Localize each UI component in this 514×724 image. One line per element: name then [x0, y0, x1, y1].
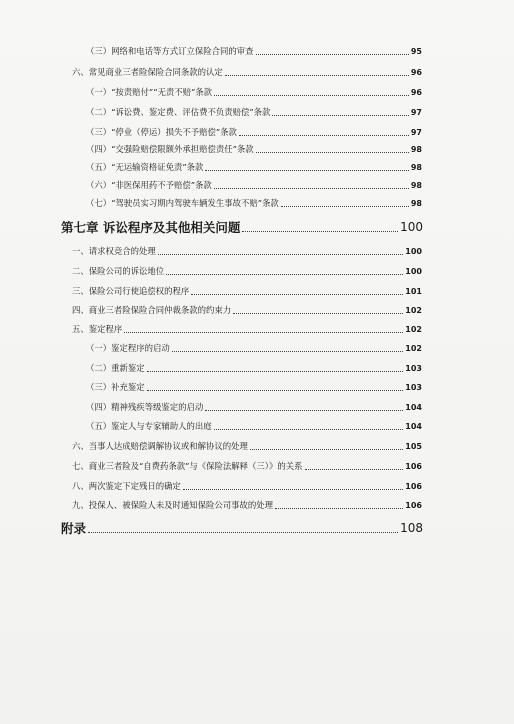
- toc-entry-page: 103: [405, 364, 422, 373]
- toc-leader-dots: [242, 231, 398, 232]
- toc-leader-dots: [225, 75, 409, 76]
- toc-entry-title: （一）“按责赔付”“无责不赔”条款: [86, 87, 213, 97]
- toc-entry[interactable]: [86, 144, 422, 155]
- toc-leader-dots: [256, 54, 409, 55]
- toc-entry-title: （七）“驾驶员实习期内驾驶车辆发生事故不赔”条款: [86, 198, 279, 208]
- toc-leader-dots: [147, 371, 404, 372]
- toc-leader-dots: [88, 532, 398, 533]
- toc-chapter-title: 第七章 诉讼程序及其他相关问题: [61, 220, 241, 235]
- toc-entry-page: 105: [405, 442, 422, 451]
- toc-leader-dots: [305, 469, 404, 470]
- toc-entry[interactable]: [86, 343, 422, 354]
- toc-entry-title: 一、请求权竞合的处理: [72, 246, 156, 256]
- toc-leader-dots: [281, 206, 409, 207]
- toc-leader-dots: [205, 410, 403, 411]
- toc-entry[interactable]: [72, 266, 422, 277]
- toc-entry-title: （四）“交强险赔偿限额外承担赔偿责任”条款: [86, 144, 254, 154]
- toc-leader-dots: [275, 508, 403, 509]
- toc-entry-page: 100: [405, 247, 422, 256]
- toc-entry-title: 六、当事人达成赔偿调解协议或和解协议的处理: [72, 441, 248, 451]
- toc-entry[interactable]: [72, 305, 422, 316]
- toc-chapter-entry[interactable]: [61, 220, 423, 235]
- toc-entry-title: 九、投保人、被保险人未及时通知保险公司事故的处理: [72, 500, 273, 510]
- toc-entry[interactable]: [72, 481, 422, 492]
- toc-entry[interactable]: [72, 286, 422, 297]
- toc-entry-title: 八、两次鉴定下定残日的确定: [72, 481, 181, 491]
- toc-entry-title: （五）鉴定人与专家辅助人的出庭: [86, 421, 212, 431]
- toc-entry[interactable]: [86, 162, 422, 173]
- toc-entry-page: 98: [410, 199, 422, 208]
- toc-entry-title: 三、保险公司行使追偿权的程序: [72, 286, 190, 296]
- toc-leader-dots: [158, 254, 404, 255]
- toc-leader-dots: [191, 294, 403, 295]
- toc-entry-title: （一）鉴定程序的启动: [86, 343, 170, 353]
- toc-entry-page: 98: [410, 145, 422, 154]
- toc-leader-dots: [172, 351, 404, 352]
- toc-entry-page: 106: [405, 501, 422, 510]
- toc-chapter-entry[interactable]: [61, 521, 423, 536]
- toc-entry[interactable]: [72, 441, 422, 452]
- toc-leader-dots: [147, 390, 404, 391]
- toc-entry[interactable]: [86, 46, 422, 57]
- toc-entry-page: 103: [405, 383, 422, 392]
- toc-leader-dots: [214, 188, 409, 189]
- toc-entry-title: 七、商业三者险及“自费药条款”与《保险法解释（三）》的关系: [72, 461, 303, 471]
- toc-leader-dots: [272, 115, 408, 116]
- toc-entry[interactable]: [72, 324, 422, 335]
- toc-entry-page: 106: [405, 462, 422, 471]
- toc-entry-page: 104: [405, 422, 422, 431]
- toc-entry[interactable]: [86, 382, 422, 393]
- toc-entry[interactable]: [86, 107, 422, 118]
- toc-entry[interactable]: [86, 421, 422, 432]
- toc-entry-page: 102: [405, 306, 422, 315]
- toc-entry-title: 六、常见商业三者险保险合同条款的认定: [72, 67, 223, 77]
- toc-leader-dots: [250, 449, 403, 450]
- toc-entry[interactable]: [72, 461, 422, 472]
- toc-entry-title: （六）“非医保用药不予赔偿”条款: [86, 180, 212, 190]
- toc-entry-page: 100: [405, 267, 422, 276]
- toc-entry-title: （二）重新鉴定: [86, 363, 145, 373]
- toc-entry[interactable]: [86, 198, 422, 209]
- toc-entry[interactable]: [86, 180, 422, 191]
- toc-entry-title: 四、商业三者险保险合同仲裁条款的约束力: [72, 305, 232, 315]
- toc-entry-title: （三）网络和电话等方式订立保险合同的审查: [86, 46, 254, 56]
- toc-entry-page: 100: [400, 220, 423, 234]
- toc-leader-dots: [124, 332, 403, 333]
- toc-entry-page: 98: [410, 163, 422, 172]
- toc-entry[interactable]: [72, 246, 422, 257]
- toc-entry-page: 95: [410, 47, 422, 56]
- toc-leader-dots: [214, 429, 404, 430]
- toc-entry[interactable]: [86, 127, 422, 138]
- toc-entry-title: （四）精神残疾等级鉴定的启动: [86, 402, 204, 412]
- toc-entry-page: 96: [410, 68, 422, 77]
- toc-entry[interactable]: [72, 500, 422, 511]
- toc-entry-page: 102: [405, 325, 422, 334]
- toc-entry-page: 101: [405, 287, 422, 296]
- toc-entry-title: （三）“停业（停运）损失不予赔偿”条款: [86, 127, 237, 137]
- toc-leader-dots: [205, 170, 408, 171]
- toc-entry-page: 108: [400, 521, 423, 535]
- toc-entry-title: 二、保险公司的诉讼地位: [72, 266, 165, 276]
- toc-chapter-title: 附录: [61, 521, 87, 536]
- toc-entry-title: （二）“诉讼费、鉴定费、评估费不负责赔偿”条款: [86, 107, 271, 117]
- toc-entry[interactable]: [72, 67, 422, 78]
- toc-entry-title: （五）“无运输资格证免责”条款: [86, 162, 204, 172]
- toc-entry[interactable]: [86, 363, 422, 374]
- toc-leader-dots: [166, 274, 403, 275]
- toc-entry-page: 96: [410, 88, 422, 97]
- toc-entry-title: 五、鉴定程序: [72, 324, 123, 334]
- toc-leader-dots: [214, 95, 409, 96]
- toc-entry[interactable]: [86, 87, 422, 98]
- toc-entry-title: （三）补充鉴定: [86, 382, 145, 392]
- toc-entry-page: 104: [405, 403, 422, 412]
- toc-leader-dots: [256, 152, 409, 153]
- toc-entry-page: 97: [410, 108, 422, 117]
- toc-entry-page: 98: [410, 181, 422, 190]
- toc-entry-page: 97: [410, 128, 422, 137]
- toc-leader-dots: [233, 313, 403, 314]
- toc-entry-page: 106: [405, 482, 422, 491]
- toc-entry-page: 102: [405, 344, 422, 353]
- toc-leader-dots: [183, 489, 403, 490]
- toc-entry[interactable]: [86, 402, 422, 413]
- toc-leader-dots: [239, 135, 409, 136]
